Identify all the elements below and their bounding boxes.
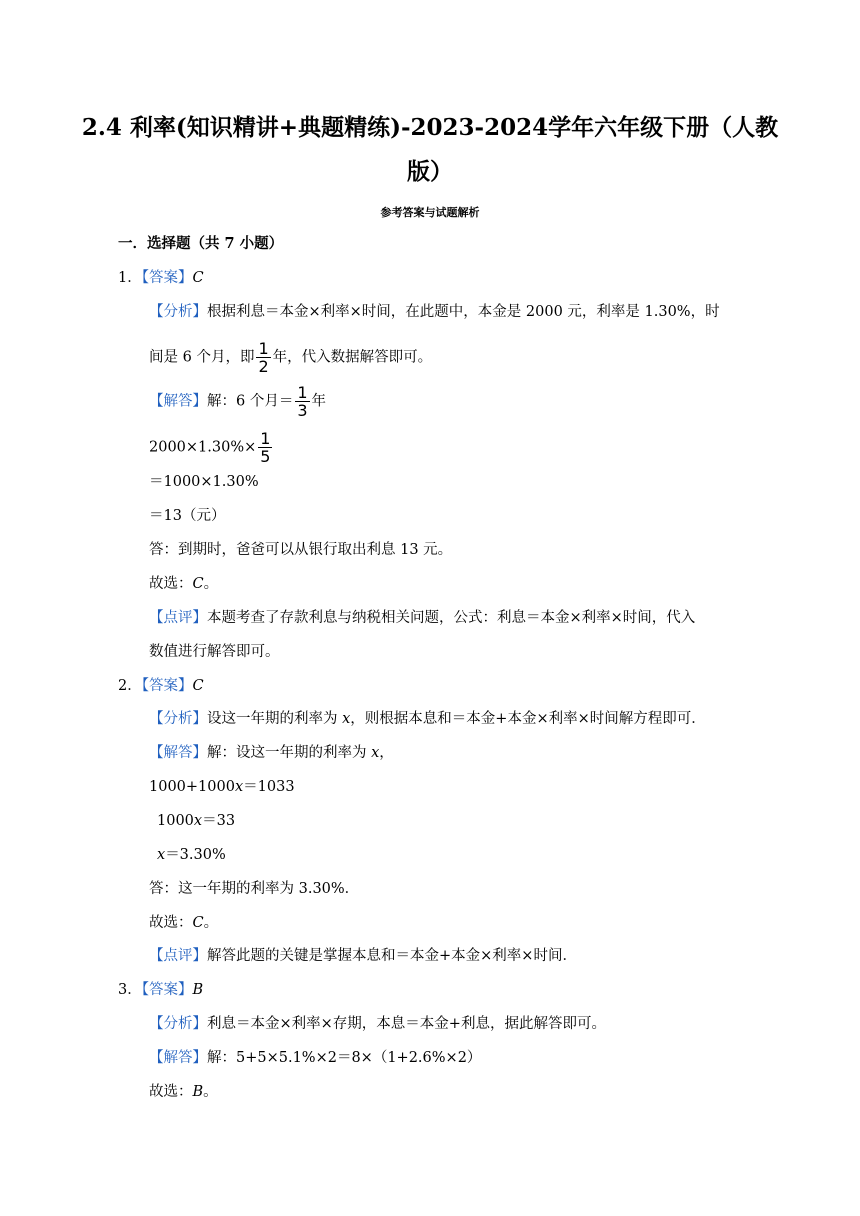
doc-title-line-1: 2.4 利率(知识精讲+典题精练)-2023-2024学年六年级下册（人教 bbox=[81, 114, 779, 141]
q1-reply: 答：到期时，爸爸可以从银行取出利息 13 元。 bbox=[149, 542, 453, 558]
q2-choice bbox=[149, 913, 218, 933]
q1-choice-letter: C bbox=[192, 576, 204, 592]
analysis-tag: 【分析】 bbox=[149, 1016, 207, 1032]
q2-eq2-var: x bbox=[193, 813, 203, 829]
q1-analysis-text-2a: 间是 6 个月，即 bbox=[149, 349, 255, 366]
answer-tag: 【答案】 bbox=[141, 270, 193, 286]
fraction-one-third bbox=[295, 384, 309, 419]
section-heading: 一．选择题（共 7 小题） bbox=[118, 235, 284, 252]
fraction-numerator: 1 bbox=[258, 339, 269, 358]
q1-comment-line-1 bbox=[149, 608, 695, 628]
q3-analysis-line bbox=[149, 1014, 606, 1034]
analysis-tag: 【分析】 bbox=[149, 304, 207, 320]
q2-comment-text: 解答此题的关键是掌握本息和＝本金+本金×利率×时间． bbox=[207, 948, 577, 964]
q3-choice bbox=[149, 1082, 218, 1102]
fraction-denominator: 2 bbox=[258, 357, 269, 376]
q1-step-2: ＝1000×1.30% bbox=[149, 474, 259, 490]
q2-answer-line bbox=[118, 676, 204, 696]
q2-equation-3 bbox=[157, 845, 226, 865]
solution-tag: 【解答】 bbox=[149, 393, 207, 410]
solution-tag: 【解答】 bbox=[149, 1050, 207, 1066]
comment-tag: 【点评】 bbox=[149, 610, 207, 626]
choice-end: 。 bbox=[203, 915, 219, 931]
fraction-denominator: 3 bbox=[297, 401, 308, 420]
q1-analysis-text-2b: 年，代入数据解答即可。 bbox=[272, 349, 433, 366]
q2-eq2-b: ＝33 bbox=[202, 813, 236, 829]
solution-tag: 【解答】 bbox=[149, 745, 207, 761]
q2-equation-2 bbox=[157, 811, 235, 831]
answer-tag: 【答案】 bbox=[141, 982, 193, 998]
q1-solution-text-b: 年 bbox=[311, 393, 327, 410]
q2-eq1-a: 1000+1000 bbox=[149, 779, 235, 795]
q2-solution-line bbox=[149, 743, 394, 763]
q2-eq1-b: ＝1033 bbox=[243, 779, 295, 795]
q1-step-3: ＝13（元） bbox=[149, 508, 226, 524]
q2-analysis-var: x bbox=[342, 711, 351, 727]
fraction-one-fifth bbox=[258, 430, 272, 465]
q3-analysis-text: 利息＝本金×利率×存期，本息＝本金+利息，据此解答即可。 bbox=[207, 1016, 606, 1032]
answer-tag: 【答案】 bbox=[141, 678, 193, 694]
fraction-numerator: 1 bbox=[297, 383, 308, 402]
choice-label: 故选： bbox=[149, 576, 193, 592]
q2-solution-var: x bbox=[371, 745, 380, 761]
q1-step-1-text: 2000×1.30%× bbox=[149, 439, 257, 456]
choice-label: 故选： bbox=[149, 1084, 193, 1100]
q1-comment-text-1: 本题考查了存款利息与纳税相关问题，公式：利息＝本金×利率×时间，代入 bbox=[207, 610, 696, 626]
q1-analysis-line-1 bbox=[149, 302, 720, 322]
doc-subtitle: 参考答案与试题解析 bbox=[380, 206, 480, 219]
q2-number: 2． bbox=[118, 678, 142, 694]
q3-choice-letter: B bbox=[192, 1084, 204, 1100]
choice-label: 故选： bbox=[149, 915, 193, 931]
q1-analysis-text-1: 根据利息＝本金×利率×时间，在此题中，本金是 2000 元，利率是 1.30%，时 bbox=[207, 304, 720, 320]
q3-answer-value: B bbox=[192, 982, 204, 998]
fraction-denominator: 5 bbox=[260, 447, 271, 466]
q3-number: 3． bbox=[118, 982, 142, 998]
q2-eq2-a: 1000 bbox=[157, 813, 194, 829]
q2-analysis-text-a: 设这一年期的利率为 bbox=[207, 711, 343, 727]
q3-answer-line bbox=[118, 980, 203, 1000]
q3-solution-text: 解：5+5×5.1%×2＝8×（1+2.6%×2） bbox=[207, 1050, 482, 1066]
q2-comment-line bbox=[149, 946, 577, 966]
q2-solution-text-a: 解：设这一年期的利率为 bbox=[207, 745, 372, 761]
q2-analysis-text-b: ，则根据本息和＝本金+本金×利率×时间解方程即可． bbox=[350, 711, 706, 727]
choice-end: 。 bbox=[203, 1084, 218, 1100]
q1-comment-line-2: 数值进行解答即可。 bbox=[149, 644, 280, 660]
q2-eq1-var: x bbox=[234, 779, 244, 795]
choice-end: 。 bbox=[203, 576, 219, 592]
q2-solution-text-b: ， bbox=[379, 745, 394, 761]
q2-eq3-var: x bbox=[157, 847, 166, 863]
q2-analysis-line bbox=[149, 709, 706, 729]
q1-solution-line bbox=[149, 384, 326, 419]
q3-solution-line bbox=[149, 1048, 481, 1068]
q2-eq3-b: ＝3.30% bbox=[165, 847, 226, 863]
fraction-numerator: 1 bbox=[260, 429, 271, 448]
doc-title-line-2: 版） bbox=[407, 158, 453, 185]
q2-reply: 答：这一年期的利率为 3.30%． bbox=[149, 881, 360, 897]
q2-equation-1 bbox=[149, 777, 295, 797]
q1-analysis-line-2 bbox=[149, 340, 432, 375]
q2-choice-letter: C bbox=[192, 915, 204, 931]
q1-number: 1． bbox=[118, 270, 142, 286]
fraction-one-half bbox=[256, 340, 270, 375]
analysis-tag: 【分析】 bbox=[149, 711, 207, 727]
comment-tag: 【点评】 bbox=[149, 948, 207, 964]
q1-step-1 bbox=[149, 430, 274, 465]
q1-answer-value: C bbox=[192, 270, 204, 286]
q1-answer-line bbox=[118, 268, 204, 288]
q1-solution-text-a: 解：6 个月＝ bbox=[207, 393, 294, 410]
q1-choice bbox=[149, 574, 218, 594]
q2-answer-value: C bbox=[192, 678, 204, 694]
